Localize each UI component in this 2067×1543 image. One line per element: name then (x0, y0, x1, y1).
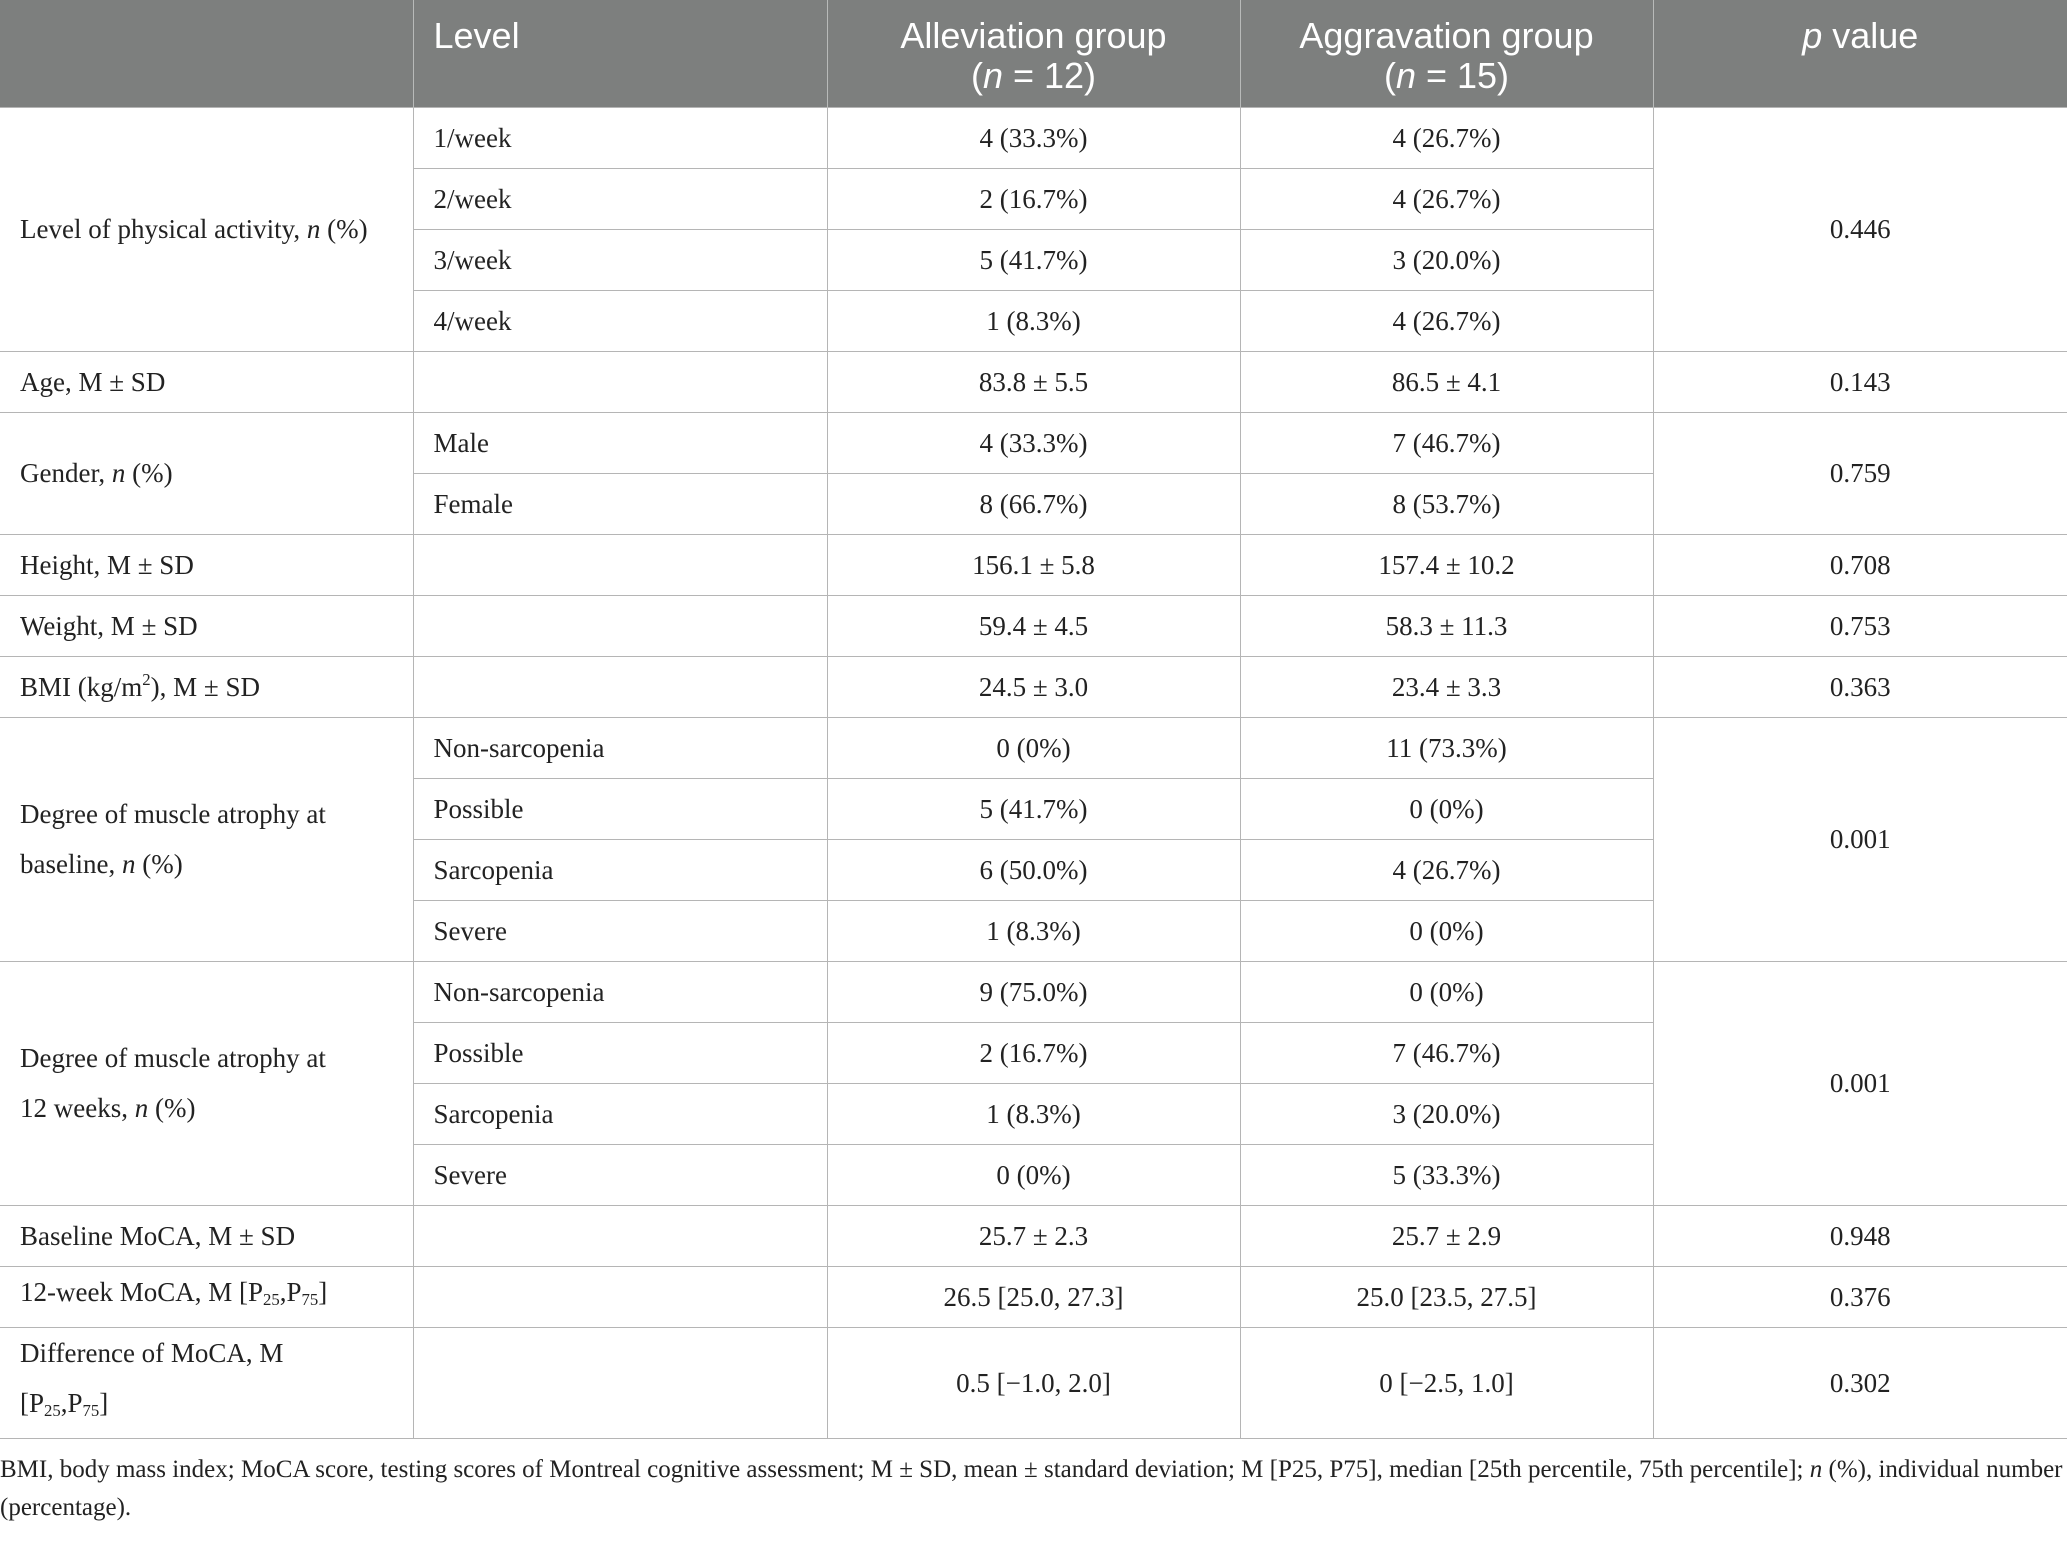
level-cell (413, 1327, 827, 1438)
alleviation-cell: 5 (41.7%) (827, 229, 1240, 290)
aggravation-cell: 86.5 ± 4.1 (1240, 351, 1653, 412)
p-value-cell: 0.363 (1653, 656, 2067, 717)
row-label-weight: Weight, M ± SD (0, 595, 413, 656)
aggravation-cell: 157.4 ± 10.2 (1240, 534, 1653, 595)
table-body (0, 107, 2067, 1438)
table-row (0, 412, 2067, 473)
label-sub-25: 25 (44, 1401, 61, 1421)
table-row (0, 595, 2067, 656)
header-aggravation: Aggravation group (n = 15) (1240, 0, 1653, 107)
alleviation-cell: 1 (8.3%) (827, 900, 1240, 961)
alleviation-cell: 26.5 [25.0, 27.3] (827, 1266, 1240, 1327)
level-cell (413, 351, 827, 412)
label-n: n (134, 1093, 149, 1123)
header-alleviation: Alleviation group (n = 12) (827, 0, 1240, 107)
alleviation-cell: 5 (41.7%) (827, 778, 1240, 839)
table-row (0, 1327, 2067, 1438)
label-sub-75: 75 (301, 1290, 319, 1310)
alleviation-cell: 8 (66.7%) (827, 473, 1240, 534)
level-cell: Female (413, 473, 827, 534)
table-row (0, 107, 2067, 168)
p-value-cell: 0.708 (1653, 534, 2067, 595)
row-label-moca-12weeks (0, 1266, 413, 1327)
label-tail: ] (318, 1277, 328, 1308)
header-alleviation-title: Alleviation group (900, 15, 1167, 56)
alleviation-cell: 0 (0%) (827, 717, 1240, 778)
label-sub-75: 75 (82, 1401, 100, 1421)
alleviation-cell: 0 (0%) (827, 1144, 1240, 1205)
aggravation-cell: 4 (26.7%) (1240, 107, 1653, 168)
header-level: Level (413, 0, 827, 107)
label-n: n (121, 849, 136, 879)
level-cell (413, 1205, 827, 1266)
label-text: Level of physical activity, (20, 214, 307, 244)
header-p: p (1802, 15, 1823, 56)
alleviation-cell: 0.5 [−1.0, 2.0] (827, 1327, 1240, 1438)
table-row (0, 1205, 2067, 1266)
label-text: Degree of muscle atrophy at (20, 1043, 326, 1073)
alleviation-cell: 1 (8.3%) (827, 290, 1240, 351)
aggravation-cell: 4 (26.7%) (1240, 290, 1653, 351)
label-text-2: 12 weeks, (20, 1093, 135, 1123)
aggravation-cell: 0 (0%) (1240, 900, 1653, 961)
label-mid: ,P (60, 1388, 83, 1419)
footnote-tail: (%), individual number (percentage). (0, 1455, 2063, 1521)
row-label-moca-baseline: Baseline MoCA, M ± SD (0, 1205, 413, 1266)
p-value-cell: 0.302 (1653, 1327, 2067, 1438)
table-row (0, 961, 2067, 1022)
level-cell (413, 1266, 827, 1327)
aggravation-cell: 7 (46.7%) (1240, 412, 1653, 473)
aggravation-cell: 25.7 ± 2.9 (1240, 1205, 1653, 1266)
row-label-moca-difference (0, 1327, 413, 1438)
row-label-atrophy-12weeks (0, 961, 413, 1205)
level-cell: Severe (413, 900, 827, 961)
alleviation-cell: 59.4 ± 4.5 (827, 595, 1240, 656)
header-alleviation-n: n (982, 55, 1003, 96)
header-alleviation-count: = 12) (1002, 55, 1097, 96)
header-aggravation-count: = 15) (1415, 55, 1510, 96)
label-text: Degree of muscle atrophy at (20, 799, 326, 829)
p-value-cell: 0.759 (1653, 412, 2067, 534)
header-variable (0, 0, 413, 107)
level-cell (413, 656, 827, 717)
aggravation-cell: 25.0 [23.5, 27.5] (1240, 1266, 1653, 1327)
aggravation-cell: 3 (20.0%) (1240, 1083, 1653, 1144)
level-cell (413, 595, 827, 656)
level-cell: Male (413, 412, 827, 473)
aggravation-cell: 7 (46.7%) (1240, 1022, 1653, 1083)
header-aggravation-title: Aggravation group (1299, 15, 1594, 56)
row-label-activity (0, 107, 413, 351)
table-header (0, 0, 2067, 107)
label-text: BMI (kg/m (20, 671, 143, 702)
label-n: n (111, 458, 126, 488)
aggravation-cell: 4 (26.7%) (1240, 168, 1653, 229)
label-tail: ), M ± SD (150, 671, 260, 702)
row-label-age: Age, M ± SD (0, 351, 413, 412)
level-cell: 1/week (413, 107, 827, 168)
row-label-bmi (0, 656, 413, 717)
header-p-value (1653, 0, 2067, 107)
level-cell: 4/week (413, 290, 827, 351)
level-cell: Non-sarcopenia (413, 717, 827, 778)
level-cell: Sarcopenia (413, 839, 827, 900)
level-cell: Severe (413, 1144, 827, 1205)
level-cell: Sarcopenia (413, 1083, 827, 1144)
alleviation-cell: 2 (16.7%) (827, 168, 1240, 229)
label-tail: (%) (320, 214, 368, 244)
header-aggravation-n: n (1395, 55, 1416, 96)
label-mid: ,P (279, 1277, 302, 1308)
alleviation-cell: 9 (75.0%) (827, 961, 1240, 1022)
table-row (0, 656, 2067, 717)
header-p-rest: value (1822, 15, 1919, 56)
label-sup: 2 (142, 669, 151, 689)
label-text: Gender, (20, 458, 112, 488)
level-cell (413, 534, 827, 595)
alleviation-cell: 6 (50.0%) (827, 839, 1240, 900)
p-value-cell: 0.376 (1653, 1266, 2067, 1327)
level-cell: Possible (413, 1022, 827, 1083)
label-text-2: [P (20, 1388, 45, 1419)
footnote-n: n (1809, 1455, 1823, 1483)
p-value-cell: 0.143 (1653, 351, 2067, 412)
alleviation-cell: 24.5 ± 3.0 (827, 656, 1240, 717)
label-sub-25: 25 (263, 1290, 280, 1310)
level-cell: 2/week (413, 168, 827, 229)
label-text: Difference of MoCA, M (20, 1338, 284, 1369)
aggravation-cell: 3 (20.0%) (1240, 229, 1653, 290)
label-tail: ] (99, 1388, 109, 1419)
aggravation-cell: 0 [−2.5, 1.0] (1240, 1327, 1653, 1438)
level-cell: Non-sarcopenia (413, 961, 827, 1022)
table-footnote (0, 1439, 2067, 1527)
aggravation-cell: 5 (33.3%) (1240, 1144, 1653, 1205)
label-tail: (%) (125, 458, 173, 488)
aggravation-cell: 0 (0%) (1240, 778, 1653, 839)
aggravation-cell: 23.4 ± 3.3 (1240, 656, 1653, 717)
aggravation-cell: 58.3 ± 11.3 (1240, 595, 1653, 656)
footnote-text: BMI, body mass index; MoCA score, testing scores of Montreal cognitive assessment; M ± SD, mean ± standard deviation; M [P25, P75], median [25th percentile, 75th percentile]; (0, 1455, 1810, 1483)
alleviation-cell: 2 (16.7%) (827, 1022, 1240, 1083)
label-tail: (%) (135, 849, 183, 879)
header-row (0, 0, 2067, 107)
level-cell: 3/week (413, 229, 827, 290)
row-label-atrophy-baseline (0, 717, 413, 961)
label-text: 12-week MoCA, M [P (20, 1277, 263, 1308)
alleviation-cell: 25.7 ± 2.3 (827, 1205, 1240, 1266)
level-cell: Possible (413, 778, 827, 839)
row-label-gender (0, 412, 413, 534)
p-value-cell: 0.001 (1653, 717, 2067, 961)
p-value-cell: 0.446 (1653, 107, 2067, 351)
aggravation-cell: 0 (0%) (1240, 961, 1653, 1022)
aggravation-cell: 4 (26.7%) (1240, 839, 1653, 900)
alleviation-cell: 4 (33.3%) (827, 412, 1240, 473)
aggravation-cell: 8 (53.7%) (1240, 473, 1653, 534)
label-tail: (%) (148, 1093, 196, 1123)
label-text-2: baseline, (20, 849, 122, 879)
alleviation-cell: 4 (33.3%) (827, 107, 1240, 168)
p-value-cell: 0.948 (1653, 1205, 2067, 1266)
table-row (0, 534, 2067, 595)
row-label-height: Height, M ± SD (0, 534, 413, 595)
alleviation-cell: 83.8 ± 5.5 (827, 351, 1240, 412)
p-value-cell: 0.753 (1653, 595, 2067, 656)
aggravation-cell: 11 (73.3%) (1240, 717, 1653, 778)
table-row (0, 351, 2067, 412)
table-row (0, 1266, 2067, 1327)
label-n: n (306, 214, 321, 244)
table-row (0, 717, 2067, 778)
alleviation-cell: 1 (8.3%) (827, 1083, 1240, 1144)
p-value-cell: 0.001 (1653, 961, 2067, 1205)
alleviation-cell: 156.1 ± 5.8 (827, 534, 1240, 595)
